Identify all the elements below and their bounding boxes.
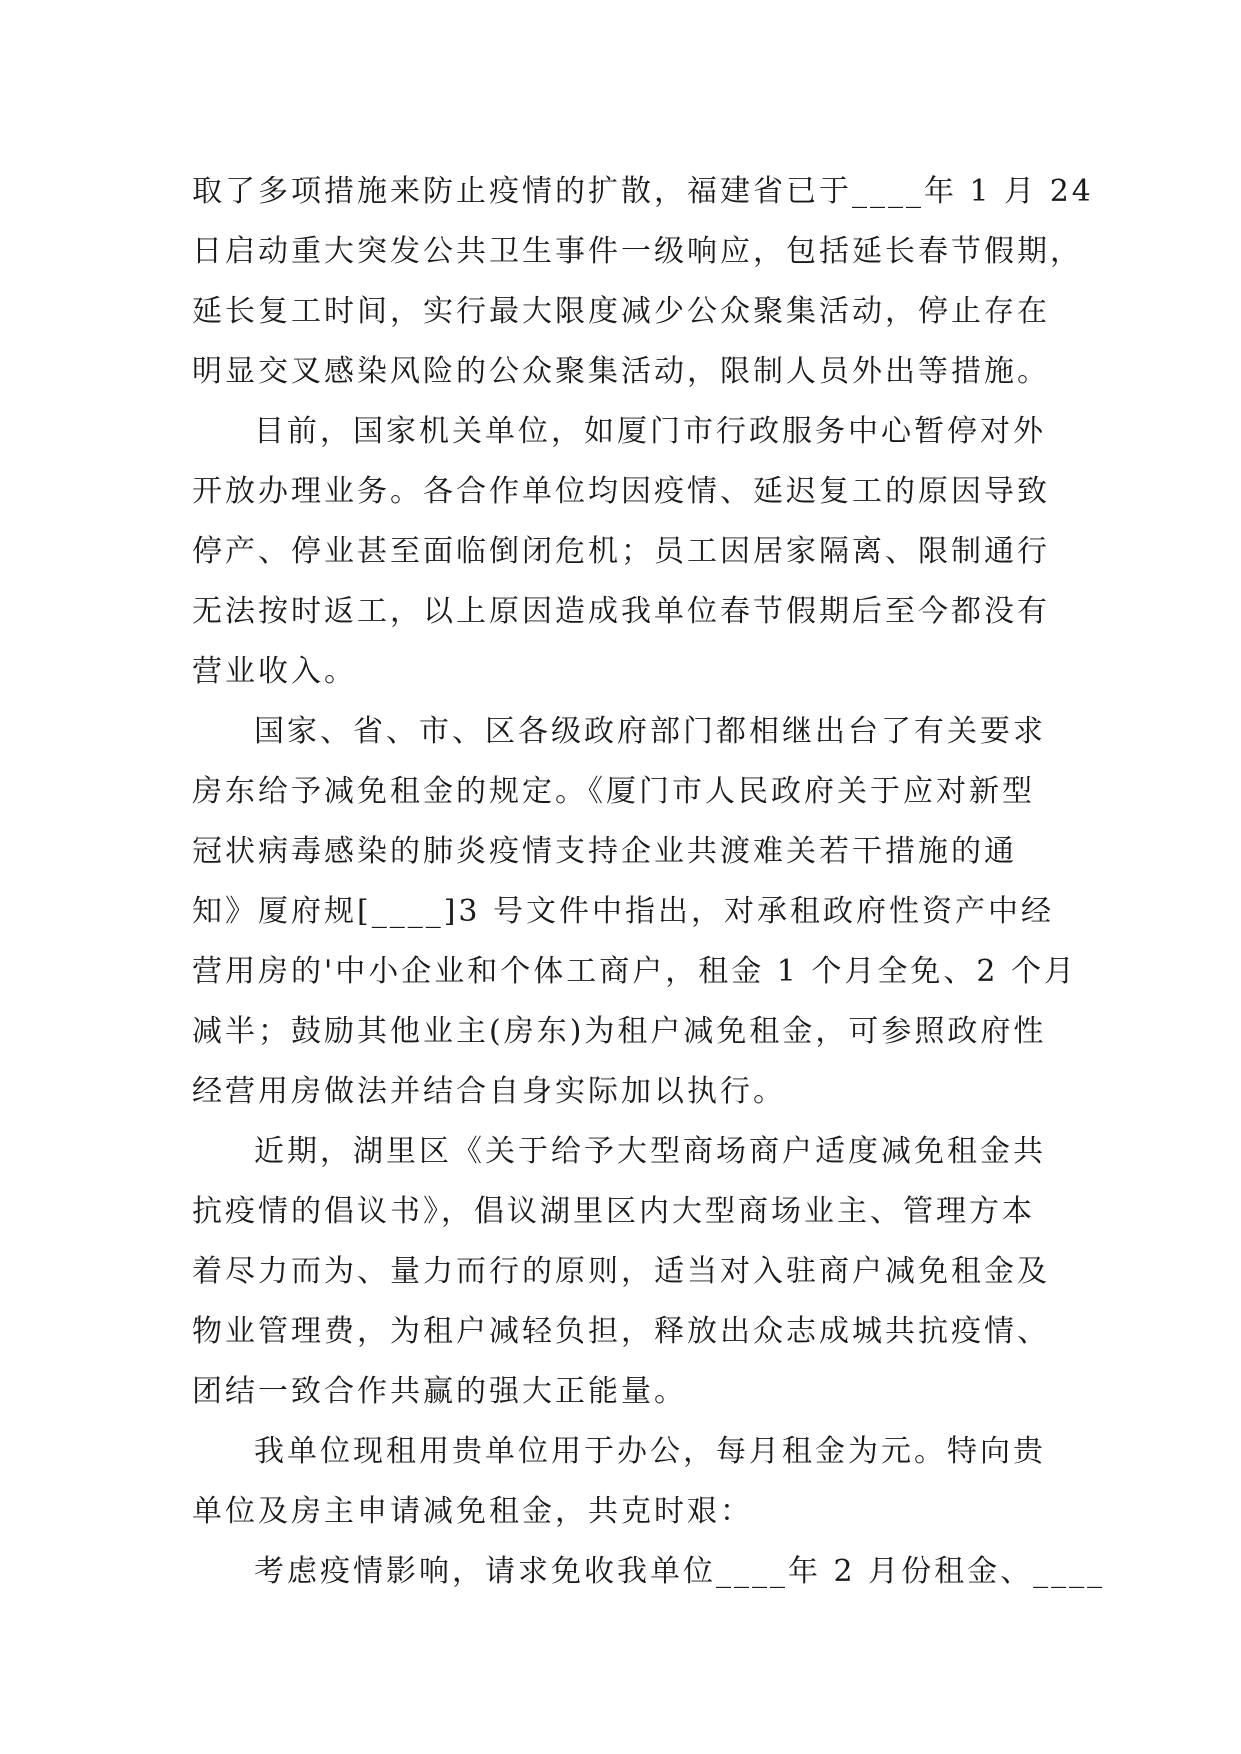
paragraph-start-line: 我单位现租用贵单位用于办公，每月租金为元。特向贵	[254, 1434, 1046, 1469]
text-line: 知》厦府规[____]3 号文件中指出，对承租政府性资产中经	[192, 894, 1055, 929]
text-line: 明显交叉感染风险的公众聚集活动，限制人员外出等措施。	[192, 354, 1050, 389]
paragraph-start-line: 考虑疫情影响，请求免收我单位____年 2 月份租金、____	[254, 1554, 1106, 1589]
text-line: 延长复工时间，实行最大限度减少公众聚集活动，停止存在	[192, 294, 1050, 329]
text-line: 房东给予减免租金的规定。《厦门市人民政府关于应对新型	[192, 774, 1035, 809]
text-line: 开放办理业务。各合作单位均因疫情、延迟复工的原因导致	[192, 474, 1050, 509]
text-line: 团结一致合作共赢的强大正能量。	[192, 1374, 687, 1409]
text-line: 营用房的'中小企业和个体工商户，租金 1 个月全免、2 个月	[192, 954, 1078, 989]
text-line: 停产、停业甚至面临倒闭危机；员工因居家隔离、限制通行	[192, 534, 1050, 569]
paragraph-start-line: 国家、省、市、区各级政府部门都相继出台了有关要求	[254, 714, 1046, 749]
text-line: 减半；鼓励其他业主(房东)为租户减免租金，可参照政府性	[192, 1014, 1047, 1049]
text-line: 日启动重大突发公共卫生事件一级响应，包括延长春节假期，	[192, 234, 1083, 269]
text-line: 冠状病毒感染的肺炎疫情支持企业共渡难关若干措施的通	[192, 834, 1017, 869]
text-line: 无法按时返工，以上原因造成我单位春节假期后至今都没有	[192, 594, 1050, 629]
text-line: 营业收入。	[192, 654, 357, 689]
document-body	[192, 162, 1106, 1602]
paragraph-start-line: 近期，湖里区《关于给予大型商场商户适度减免租金共	[254, 1134, 1046, 1169]
text-line: 取了多项措施来防止疫情的扩散，福建省已于____年 1 月 24	[192, 174, 1094, 209]
text-line: 单位及房主申请减免租金，共克时艰：	[192, 1494, 753, 1529]
text-line: 物业管理费，为租户减轻负担，释放出众志成城共抗疫情、	[192, 1314, 1050, 1349]
text-line: 着尽力而为、量力而行的原则，适当对入驻商户减免租金及	[192, 1254, 1050, 1289]
paragraph-start-line: 目前，国家机关单位，如厦门市行政服务中心暂停对外	[254, 414, 1046, 449]
text-line: 抗疫情的倡议书》，倡议湖里区内大型商场业主、管理方本	[192, 1194, 1035, 1229]
text-line: 经营用房做法并结合自身实际加以执行。	[192, 1074, 786, 1109]
